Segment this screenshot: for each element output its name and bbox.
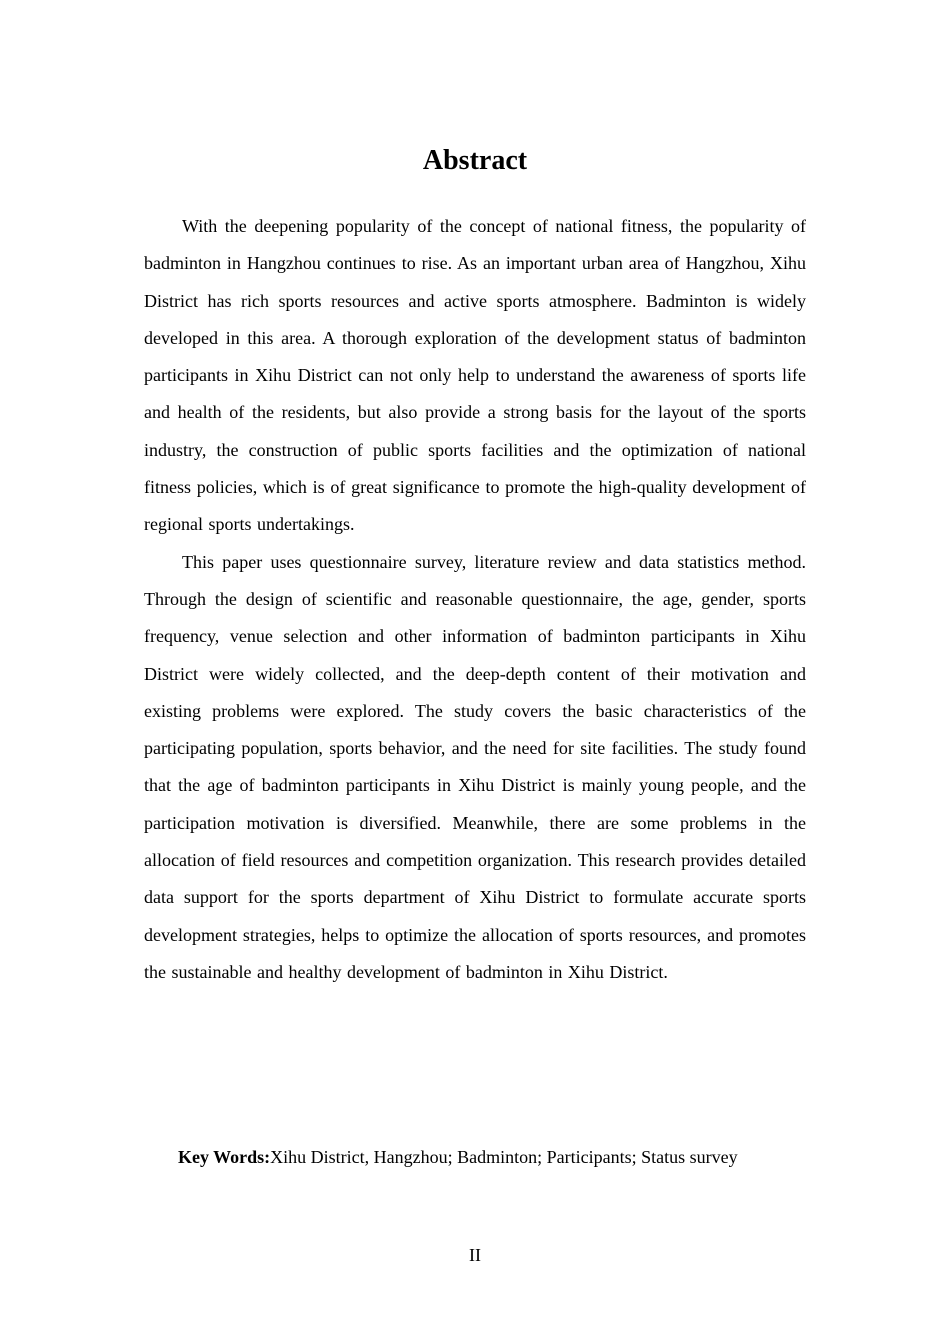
abstract-paragraph-1: With the deepening popularity of the concept of national fitness, the popularity of badminton in Hangzhou continues to rise. As an important urban area of Hangzhou, Xihu District has rich sports resources and active sports atmosphere. Badminton is widely developed in this area. A thorough exploration of the development status of badminton participants in Xihu District can not only help to understand the awareness of sports life and health of the residents, but also provide a strong basis for the layout of the sports industry, the construction of public sports facilities and the optimization of national fitness policies, which is of great significance to promote the high-quality development of regional sports undertakings.: [144, 216, 806, 535]
keywords-line: [178, 1139, 878, 1175]
keywords-label: Key Words:: [178, 1147, 271, 1167]
page-number: II: [469, 1245, 481, 1265]
abstract-paragraph-2: This paper uses questionnaire survey, literature review and data statistics method. Through the design of scientific and reasonable questionnaire, the age, gender, sports frequency, venue selection and other information of badminton participants in Xihu District were widely collected, and the deep-depth content of their motivation and existing problems were explored. The study covers the basic characteristics of the participating population, sports behavior, and the need for site facilities. The study found that the age of badminton participants in Xihu District is mainly young people, and the participation motivation is diversified. Meanwhile, there are some problems in the allocation of field resources and competition organization. This research provides detailed data support for the sports department of Xihu District to formulate accurate sports development strategies, helps to optimize the allocation of sports resources, and promotes the sustainable and healthy development of badminton in Xihu District.: [144, 551, 806, 982]
abstract-body: [144, 208, 806, 991]
keywords-text: Xihu District, Hangzhou; Badminton; Participants; Status survey: [270, 1147, 738, 1167]
page-title: Abstract: [422, 145, 528, 176]
